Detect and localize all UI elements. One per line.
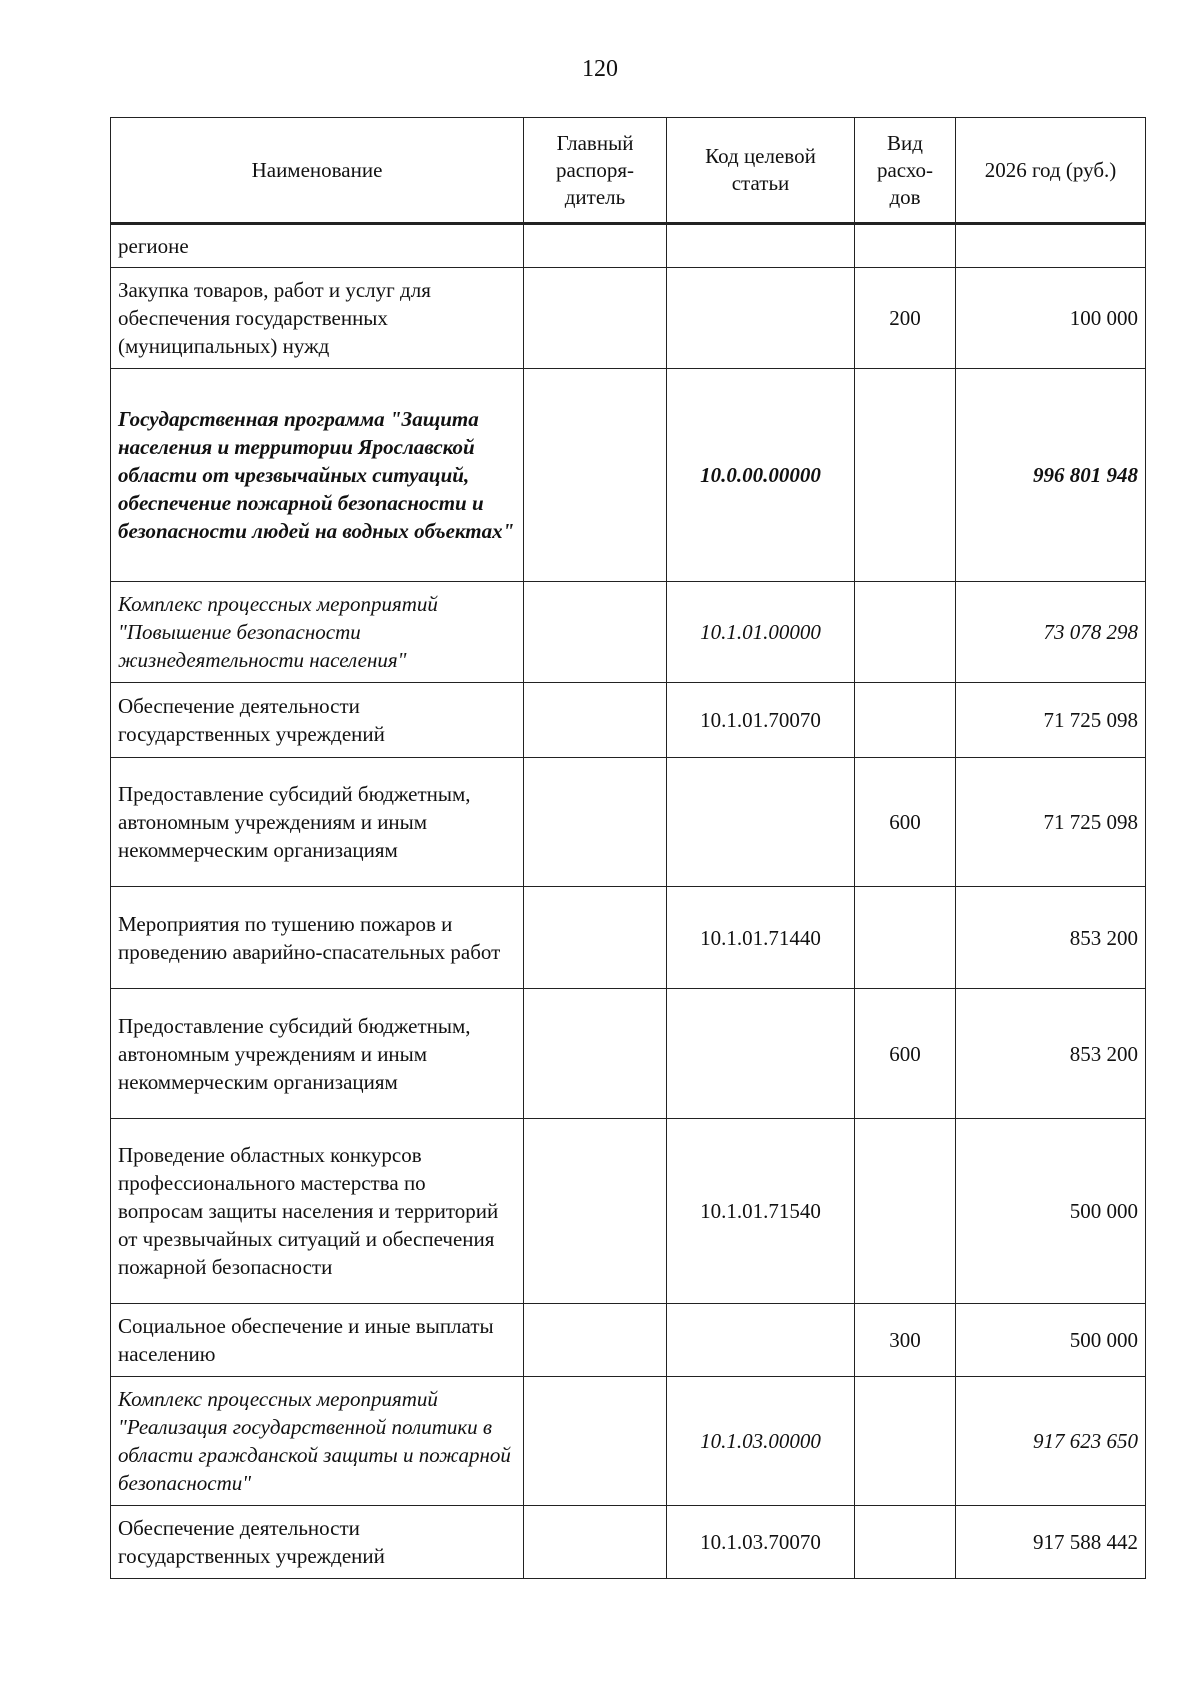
table-row <box>111 683 1146 758</box>
cell-code: 10.1.01.00000 <box>667 582 855 683</box>
cell-name: Комплекс процессных мероприятий "Реализация государственной политики в области гражданской защиты и пожарной безопасности" <box>111 1377 524 1506</box>
table-row <box>111 224 1146 268</box>
cell-code: 10.1.01.70070 <box>667 683 855 758</box>
cell-amount: 71 725 098 <box>956 758 1146 887</box>
cell-distributor <box>524 1377 667 1506</box>
cell-amount: 500 000 <box>956 1304 1146 1377</box>
cell-distributor <box>524 1304 667 1377</box>
table-row <box>111 369 1146 582</box>
header-distributor <box>524 118 667 224</box>
cell-distributor <box>524 369 667 582</box>
cell-vid <box>855 1377 956 1506</box>
cell-amount: 71 725 098 <box>956 683 1146 758</box>
cell-distributor <box>524 224 667 268</box>
cell-code: 10.0.00.00000 <box>667 369 855 582</box>
cell-code <box>667 224 855 268</box>
header-code <box>667 118 855 224</box>
table-row <box>111 758 1146 887</box>
cell-distributor <box>524 268 667 369</box>
table-header-row <box>111 118 1146 224</box>
cell-vid <box>855 369 956 582</box>
cell-name: Мероприятия по тушению пожаров и проведению аварийно-спасательных работ <box>111 887 524 989</box>
page-number: 120 <box>582 56 618 82</box>
cell-amount: 73 078 298 <box>956 582 1146 683</box>
cell-amount: 917 623 650 <box>956 1377 1146 1506</box>
cell-vid: 300 <box>855 1304 956 1377</box>
cell-name: Государственная программа "Защита населения и территории Ярославской области от чрезвычайных ситуаций, обеспечение пожарной безопасности и безопасности людей на водных объектах" <box>111 369 524 582</box>
table-row <box>111 887 1146 989</box>
table-row <box>111 989 1146 1119</box>
cell-vid: 200 <box>855 268 956 369</box>
cell-name: регионе <box>111 224 524 268</box>
cell-distributor <box>524 989 667 1119</box>
cell-distributor <box>524 582 667 683</box>
header-distributor-text: Главный распоря-дитель <box>555 130 635 209</box>
cell-code <box>667 1304 855 1377</box>
cell-vid: 600 <box>855 989 956 1119</box>
cell-code <box>667 989 855 1119</box>
table-row <box>111 268 1146 369</box>
table-row <box>111 1377 1146 1506</box>
cell-distributor <box>524 1506 667 1579</box>
cell-code: 10.1.01.71540 <box>667 1119 855 1304</box>
table-row <box>111 582 1146 683</box>
header-name: Наименование <box>111 118 524 224</box>
cell-name: Социальное обеспечение и иные выплаты населению <box>111 1304 524 1377</box>
header-amount <box>956 118 1146 224</box>
cell-vid <box>855 1119 956 1304</box>
cell-distributor <box>524 758 667 887</box>
cell-code: 10.1.03.00000 <box>667 1377 855 1506</box>
cell-amount: 853 200 <box>956 887 1146 989</box>
cell-vid: 600 <box>855 758 956 887</box>
cell-code: 10.1.03.70070 <box>667 1506 855 1579</box>
cell-distributor <box>524 1119 667 1304</box>
cell-amount <box>956 224 1146 268</box>
cell-vid <box>855 1506 956 1579</box>
table-row <box>111 1119 1146 1304</box>
header-vid-text: Вид расхо-дов <box>876 130 934 209</box>
table-row <box>111 1304 1146 1377</box>
header-vid <box>855 118 956 224</box>
cell-amount: 853 200 <box>956 989 1146 1119</box>
cell-code: 10.1.01.71440 <box>667 887 855 989</box>
cell-name: Обеспечение деятельности государственных учреждений <box>111 1506 524 1579</box>
header-amount-text: 2026 год (руб.) <box>984 157 1117 182</box>
cell-name: Обеспечение деятельности государственных учреждений <box>111 683 524 758</box>
header-code-text: Код целевой статьи <box>705 144 816 195</box>
budget-table <box>110 117 1146 1579</box>
cell-vid <box>855 683 956 758</box>
cell-distributor <box>524 887 667 989</box>
cell-name: Закупка товаров, работ и услуг для обеспечения государственных (муниципальных) нужд <box>111 268 524 369</box>
cell-name: Предоставление субсидий бюджетным, автономным учреждениям и иным некоммерческим организациям <box>111 758 524 887</box>
cell-vid <box>855 224 956 268</box>
cell-code <box>667 758 855 887</box>
cell-amount: 996 801 948 <box>956 369 1146 582</box>
table-row <box>111 1506 1146 1579</box>
cell-distributor <box>524 683 667 758</box>
cell-vid <box>855 582 956 683</box>
cell-name: Проведение областных конкурсов профессионального мастерства по вопросам защиты населения и территорий от чрезвычайных ситуаций и обеспечения пожарной безопасности <box>111 1119 524 1304</box>
cell-name: Комплекс процессных мероприятий "Повышение безопасности жизнедеятельности населения" <box>111 582 524 683</box>
cell-amount: 100 000 <box>956 268 1146 369</box>
cell-amount: 917 588 442 <box>956 1506 1146 1579</box>
cell-amount: 500 000 <box>956 1119 1146 1304</box>
cell-code <box>667 268 855 369</box>
cell-vid <box>855 887 956 989</box>
cell-name: Предоставление субсидий бюджетным, автономным учреждениям и иным некоммерческим организациям <box>111 989 524 1119</box>
